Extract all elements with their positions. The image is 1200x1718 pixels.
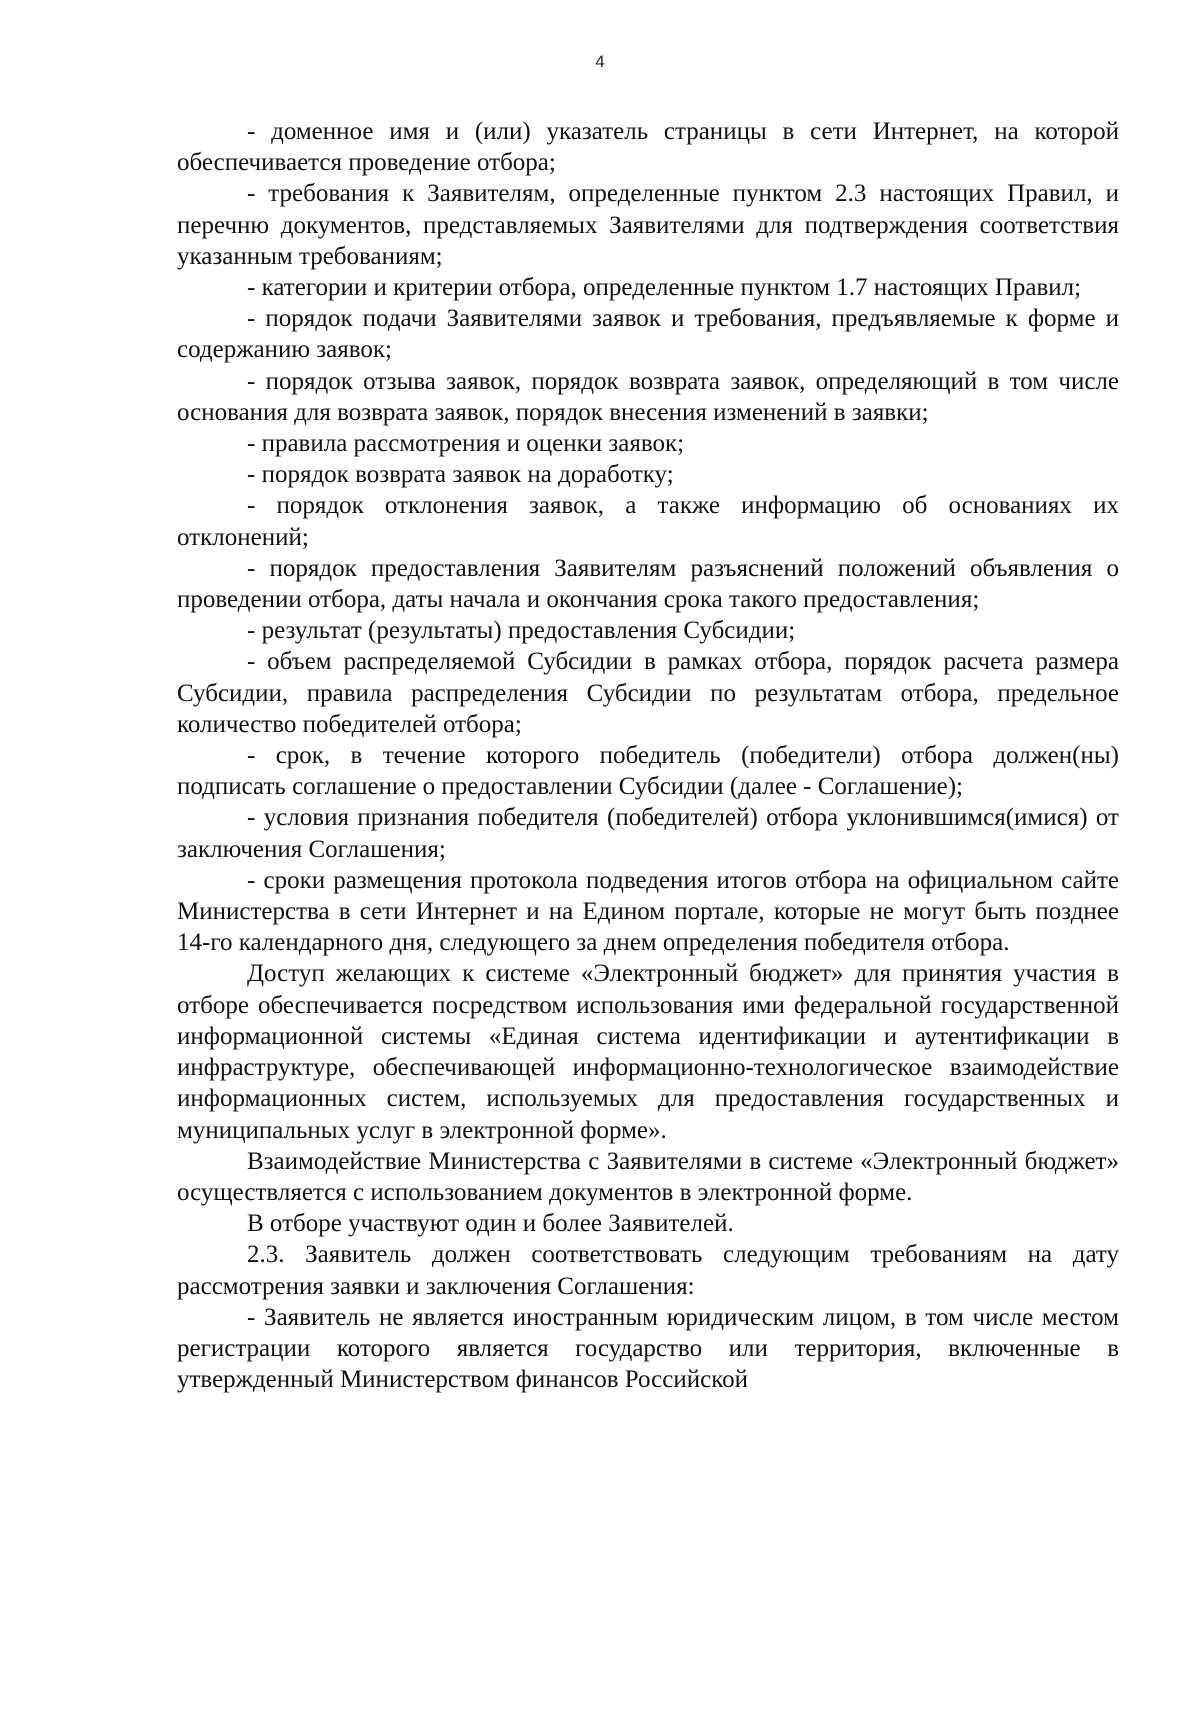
paragraph-application-withdrawal: - порядок отзыва заявок, порядок возврата заявок, определяющий в том числе основания для возврата заявок, порядок внесения изменений в заявки;	[177, 367, 1119, 426]
paragraph-domain-name: - доменное имя и (или) указатель страницы в сети Интернет, на которой обеспечивается проведение отбора;	[177, 118, 1119, 177]
paragraph-protocol-publication: - сроки размещения протокола подведения итогов отбора на официальном сайте Министерства в сети Интернет и на Едином портале, которые не могут быть позднее 14-го календарного дня, следующего за днем определения победителя отбора.	[177, 866, 1119, 957]
paragraph-review-rules: - правила рассмотрения и оценки заявок;	[247, 430, 685, 458]
paragraph-selection-criteria: - категории и критерии отбора, определенные пунктом 1.7 настоящих Правил;	[247, 274, 1082, 302]
paragraph-section-2-3: 2.3. Заявитель должен соответствовать следующим требованиям на дату рассмотрения заявки и заключения Соглашения:	[177, 1241, 1119, 1300]
paragraph-rejection-procedure: - порядок отклонения заявок, а также информацию об основаниях их отклонений;	[177, 492, 1119, 551]
paragraph-clarifications: - порядок предоставления Заявителям разъяснений положений объявления о проведении отбора, даты начала и окончания срока такого предоставления;	[177, 554, 1119, 614]
page-number: 4	[595, 52, 605, 71]
paragraph-evasion-conditions: - условия признания победителя (победителей) отбора уклонившимся(имися) от заключения Соглашения;	[177, 804, 1119, 863]
paragraph-subsidy-result: - результат (результаты) предоставления Субсидии;	[247, 617, 796, 645]
paragraph-application-submission: - порядок подачи Заявителями заявок и требования, предъявляемые к форме и содержанию заявок;	[177, 305, 1119, 364]
paragraph-foreign-entity: - Заявитель не является иностранным юридическим лицом, в том числе местом регистрации которого является государство или территория, включенные в утвержденный Министерством финансов Российской	[177, 1303, 1119, 1394]
paragraph-signing-deadline: - срок, в течение которого победитель (победители) отбора должен(ны) подписать соглашение о предоставлении Субсидии (далее - Соглашение);	[177, 742, 1119, 801]
document-body	[177, 116, 1119, 1395]
paragraph-participants: В отборе участвуют один и более Заявителей.	[247, 1210, 734, 1238]
paragraph-electronic-budget-access: Доступ желающих к системе «Электронный бюджет» для принятия участия в отборе обеспечивается посредством использования ими федеральной государственной информационной системы «Единая система идентификации и аутентификации в инфраструктуре, обеспечивающей информационно-технологическое взаимодействие информационных систем, используемых для предоставления государственных и муниципальных услуг в электронной форме».	[177, 960, 1119, 1144]
paragraph-return-for-revision: - порядок возврата заявок на доработку;	[247, 461, 674, 489]
paragraph-subsidy-volume: - объем распределяемой Субсидии в рамках отбора, порядок расчета размера Субсидии, правила распределения Субсидии по результатам отбора, предельное количество победителей отбора;	[177, 648, 1119, 738]
paragraph-ministry-interaction: Взаимодействие Министерства с Заявителями в системе «Электронный бюджет» осуществляется с использованием документов в электронной форме.	[177, 1147, 1119, 1206]
paragraph-applicant-requirements: - требования к Заявителям, определенные пунктом 2.3 настоящих Правил, и перечню документов, представляемых Заявителями для подтверждения соответствия указанным требованиям;	[177, 180, 1119, 270]
